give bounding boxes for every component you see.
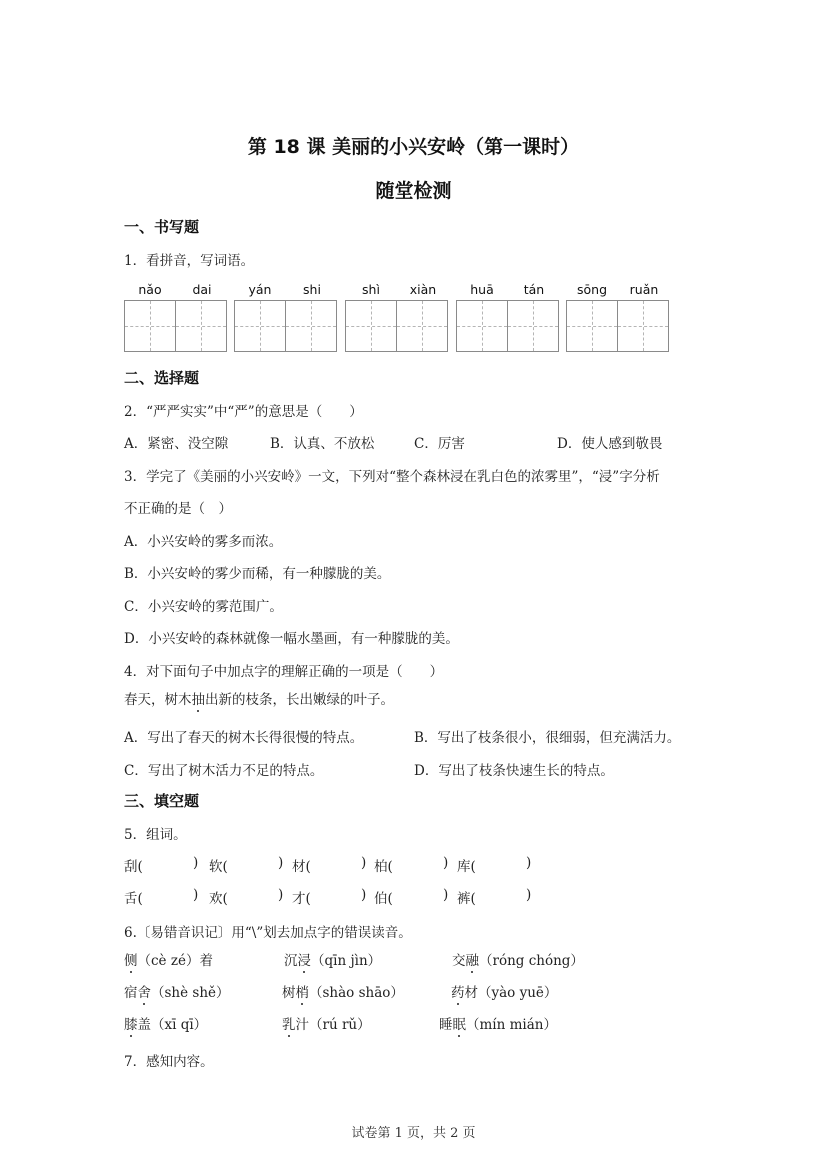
word-group-prompt: 裤( — [457, 891, 476, 907]
word-group-prompt: 软( — [209, 859, 228, 875]
writing-grid[interactable] — [124, 300, 228, 352]
writing-cell[interactable] — [456, 300, 508, 352]
writing-cell[interactable] — [566, 300, 618, 352]
page-title: 第 18 课 美丽的小兴安岭（第一课时） — [247, 136, 580, 158]
word-group-close: ) — [361, 887, 367, 903]
word-group-close: ) — [361, 855, 367, 871]
pronunciation-item — [282, 981, 404, 1001]
word-group-prompt: 刮( — [124, 859, 143, 875]
page-footer: 试卷第 1 页，共 2 页 — [351, 1126, 476, 1141]
reading-options[interactable]: （xī qī） — [151, 1017, 208, 1033]
dotted-character: 眠 — [452, 1017, 466, 1033]
writing-cell[interactable] — [234, 300, 286, 352]
reading-options[interactable]: （róng chóng） — [479, 953, 584, 969]
page-subtitle: 随堂检测 — [375, 180, 452, 202]
word-group-close: ) — [526, 887, 532, 903]
word-part: 材 — [464, 985, 478, 1001]
word-group-prompt: 材( — [292, 859, 311, 875]
question-7-stem: 7．感知内容。 — [124, 1054, 214, 1070]
pronunciation-item — [451, 981, 557, 1001]
pronunciation-item — [284, 949, 381, 969]
dotted-character: 梢 — [295, 985, 309, 1001]
reading-options[interactable]: （cè zé）着 — [137, 953, 213, 969]
word-group-prompt: 库( — [457, 859, 476, 875]
word-part: 盖 — [137, 1017, 151, 1033]
dotted-character: 膝 — [124, 1017, 138, 1033]
q3-option-d[interactable]: D．小兴安岭的森林就像一幅水墨画，有一种朦胧的美。 — [124, 631, 459, 647]
dotted-character: 浸 — [297, 953, 311, 969]
word-part: 树 — [282, 985, 296, 1001]
dotted-character: 药 — [451, 985, 465, 1001]
pinyin-label: tán — [523, 282, 545, 297]
word-group-prompt: 柏( — [374, 859, 393, 875]
writing-grid[interactable] — [234, 300, 338, 352]
pinyin-label: shi — [303, 282, 321, 297]
q2-option-c[interactable]: C．厉害 — [414, 436, 465, 452]
pinyin-label: xiàn — [409, 282, 437, 297]
q4-option-d[interactable]: D．写出了枝条快速生长的特点。 — [414, 763, 614, 779]
q4-option-a[interactable]: A．写出了春天的树木长得很慢的特点。 — [124, 730, 364, 746]
pinyin-label: shì — [362, 282, 380, 297]
q2-option-a[interactable]: A．紧密、没空隙 — [124, 436, 229, 452]
pronunciation-item — [452, 949, 584, 969]
writing-cell[interactable] — [396, 300, 448, 352]
writing-cell[interactable] — [285, 300, 337, 352]
question-1-stem: 1．看拼音，写词语。 — [124, 253, 255, 269]
question-5-stem: 5．组词。 — [124, 827, 187, 843]
reading-options[interactable]: （yào yuē） — [478, 985, 558, 1001]
word-group-close: ) — [443, 887, 449, 903]
dotted-character: 抽 — [191, 692, 205, 708]
dotted-character: 侧 — [124, 953, 138, 969]
writing-cell[interactable] — [124, 300, 176, 352]
writing-cell[interactable] — [175, 300, 227, 352]
word-group-close: ) — [443, 855, 449, 871]
word-group-close: ) — [193, 887, 199, 903]
word-group-close: ) — [278, 855, 284, 871]
q4-option-b[interactable]: B．写出了枝条很小，很细弱，但充满活力。 — [414, 730, 681, 746]
reading-options[interactable]: （rú rǔ） — [309, 1017, 371, 1033]
word-group-prompt: 伯( — [374, 891, 393, 907]
question-3-stem-line2: 不正确的是（ ） — [124, 501, 232, 517]
q2-option-b[interactable]: B．认真、不放松 — [270, 436, 375, 452]
reading-options[interactable]: （qīn jìn） — [311, 953, 382, 969]
pinyin-label: huā — [470, 282, 494, 297]
pinyin-label: yán — [248, 282, 272, 297]
pronunciation-item — [124, 949, 213, 969]
question-4-stem: 4．对下面句子中加点字的理解正确的一项是（ ） — [124, 664, 444, 680]
q3-option-b[interactable]: B．小兴安岭的雾少而稀，有一种朦胧的美。 — [124, 566, 391, 582]
reading-options[interactable]: （shào shāo） — [309, 985, 404, 1001]
pronunciation-item — [124, 981, 230, 1001]
pinyin-label: dai — [192, 282, 212, 297]
question-6-stem: 6.〔易错音识记〕用“\”划去加点字的错误读音。 — [124, 925, 412, 941]
pinyin-label: nǎo — [138, 282, 162, 297]
section-heading-writing: 一、书写题 — [124, 218, 200, 236]
writing-grid[interactable] — [566, 300, 670, 352]
dotted-character: 乳 — [282, 1017, 296, 1033]
writing-grid[interactable] — [456, 300, 560, 352]
sentence-text: 春天，树木 — [124, 692, 192, 708]
writing-cell[interactable] — [507, 300, 559, 352]
question-2-stem: 2．“严严实实”中“严”的意思是（ ） — [124, 404, 363, 420]
question-4-sentence — [124, 688, 394, 708]
q4-option-c[interactable]: C．写出了树木活力不足的特点。 — [124, 763, 324, 779]
word-group-prompt: 才( — [292, 891, 311, 907]
writing-cell[interactable] — [345, 300, 397, 352]
dotted-character: 舍 — [137, 985, 151, 1001]
writing-grid[interactable] — [345, 300, 449, 352]
writing-cell[interactable] — [617, 300, 669, 352]
word-group-prompt: 舌( — [124, 891, 143, 907]
q3-option-a[interactable]: A．小兴安岭的雾多而浓。 — [124, 534, 283, 550]
pronunciation-item — [124, 1013, 207, 1033]
q2-option-d[interactable]: D．使人感到敬畏 — [557, 436, 663, 452]
word-part: 宿 — [124, 985, 138, 1001]
section-heading-choice: 二、选择题 — [124, 369, 200, 387]
word-group-prompt: 欢( — [209, 891, 228, 907]
word-part: 沉 — [284, 953, 298, 969]
pinyin-label: ruǎn — [629, 282, 659, 297]
dotted-character: 融 — [465, 953, 479, 969]
question-3-stem-line1: 3．学完了《美丽的小兴安岭》一文，下列对“整个森林浸在乳白色的浓雾里”，“浸”字分析 — [124, 469, 660, 485]
word-group-close: ) — [526, 855, 532, 871]
word-part: 汁 — [295, 1017, 309, 1033]
reading-options[interactable]: （shè shě） — [151, 985, 230, 1001]
pronunciation-item — [439, 1013, 557, 1033]
q3-option-c[interactable]: C．小兴安岭的雾范围广。 — [124, 599, 283, 615]
sentence-text: 出新的枝条，长出嫩绿的叶子。 — [205, 692, 394, 708]
word-group-close: ) — [193, 855, 199, 871]
section-heading-fill: 三、填空题 — [124, 792, 200, 810]
word-part: 交 — [452, 953, 466, 969]
reading-options[interactable]: （mín mián） — [466, 1017, 557, 1033]
pronunciation-item — [282, 1013, 371, 1033]
word-group-close: ) — [278, 887, 284, 903]
pinyin-label: sōng — [576, 282, 608, 297]
word-part: 睡 — [439, 1017, 453, 1033]
